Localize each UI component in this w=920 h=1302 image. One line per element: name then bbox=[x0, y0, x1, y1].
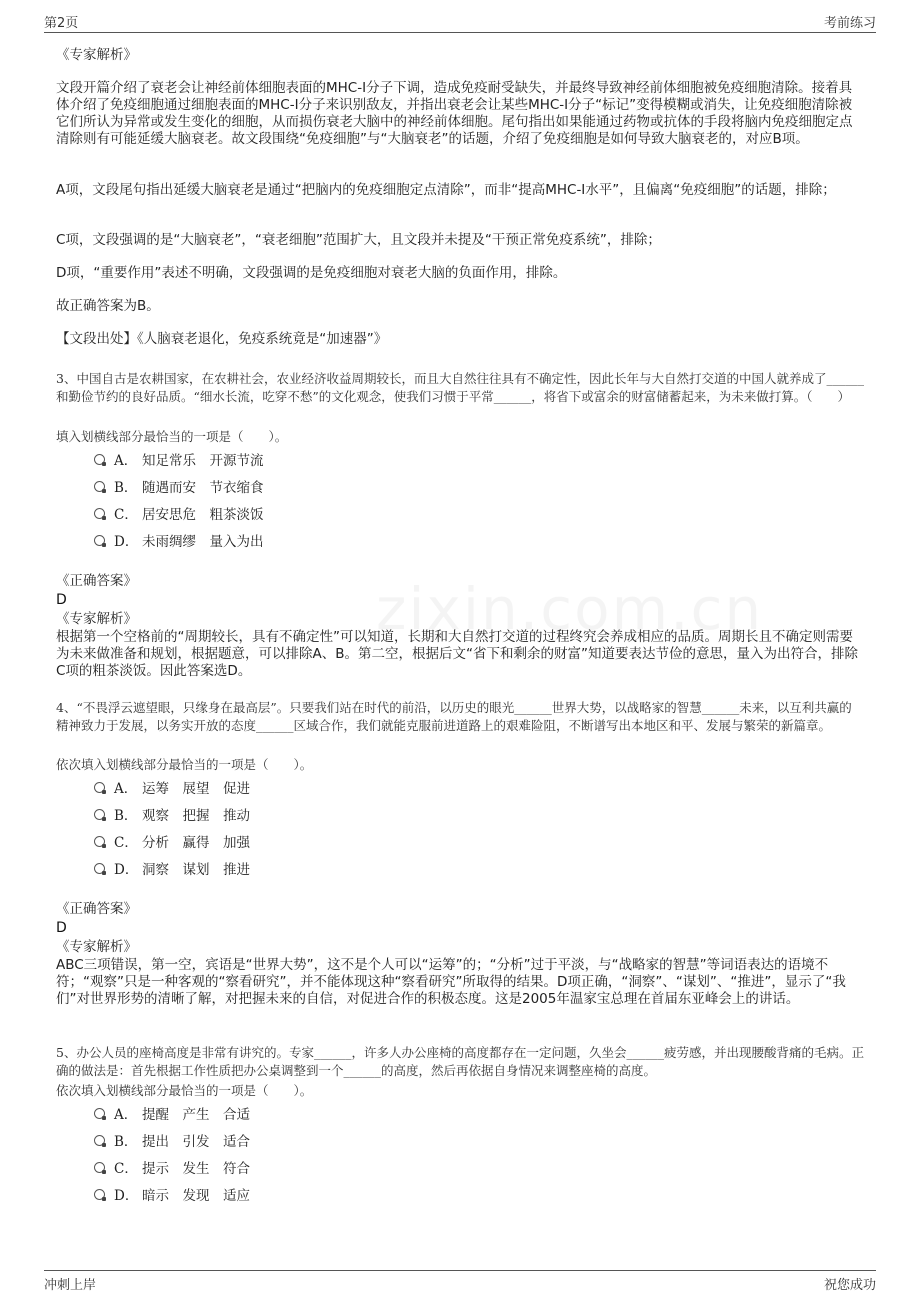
q4-option-d[interactable] bbox=[94, 858, 494, 878]
q3-expert-label: 《专家解析》 bbox=[56, 611, 137, 627]
q4-analysis: ABC三项错误，第一空，宾语是“世界大势”，这不是个人可以“运筹”的；“分析”过于平淡，与“战略家的智慧”等词语表达的语境不符；“观察”只是一种客观的“察看研究”，并不能体现这种“察看研究”所取得的结果。D项正确，“洞察”、“谋划”、“推进”，显示了“我们”对世界形势的清晰了解，对把握未来的自信，对促进合作的积极态度。这是2005年温家宝总理在首届东亚峰会上的讲话。 bbox=[56, 957, 846, 1007]
q2-expert-label: 《专家解析》 bbox=[56, 47, 137, 63]
q3-option-c[interactable] bbox=[94, 503, 494, 523]
option-key: A． bbox=[114, 781, 138, 797]
option-text: 观察 把握 推动 bbox=[142, 808, 250, 824]
q3-option-b[interactable] bbox=[94, 476, 494, 496]
option-text: 分析 赢得 加强 bbox=[142, 835, 250, 851]
radio-icon[interactable] bbox=[94, 836, 105, 847]
q2-analysis-paragraph-4: D项，“重要作用”表述不明确，文段强调的是免疫细胞对衰老大脑的负面作用，排除。 bbox=[56, 265, 567, 281]
q3-answer-label: 《正确答案》 bbox=[56, 573, 137, 589]
radio-icon[interactable] bbox=[94, 454, 105, 465]
option-key: D． bbox=[114, 1188, 139, 1204]
option-text: 运筹 展望 促进 bbox=[142, 781, 250, 797]
option-key: B． bbox=[114, 480, 138, 496]
page-number: 第2页 bbox=[44, 16, 79, 31]
q4-answer-label: 《正确答案》 bbox=[56, 901, 137, 917]
q5-prompt: 依次填入划横线部分最恰当的一项是（ ）。 bbox=[56, 1083, 313, 1098]
radio-icon[interactable] bbox=[94, 535, 105, 546]
q3-answer: D bbox=[56, 592, 67, 608]
option-text: 随遇而安 节衣缩食 bbox=[142, 480, 264, 496]
page-footer bbox=[44, 1270, 876, 1295]
page-header bbox=[44, 10, 876, 33]
footer-right-text: 祝您成功 bbox=[823, 1278, 876, 1293]
q3-analysis: 根据第一个空格前的“周期较长，具有不确定性”可以知道，长期和大自然打交道的过程终究会养成相应的品质。周期长且不确定则需要为未来做准备和规划，根据题意，可以排除A、B。第二空，根据后文“省下和剩余的财富”知道要表达节俭的意思，量入为出符合，排除C项的粗茶淡饭。因此答案选D。 bbox=[56, 629, 858, 679]
q5-option-c[interactable] bbox=[94, 1157, 494, 1177]
option-key: B． bbox=[114, 808, 138, 824]
option-text: 知足常乐 开源节流 bbox=[142, 453, 264, 469]
q4-prompt: 依次填入划横线部分最恰当的一项是（ ）。 bbox=[56, 757, 313, 772]
q5-option-a[interactable] bbox=[94, 1103, 494, 1123]
q3-option-d[interactable] bbox=[94, 530, 494, 550]
q2-source: 【文段出处】《人脑衰老退化，免疫系统竟是“加速器”》 bbox=[56, 331, 388, 347]
radio-icon[interactable] bbox=[94, 809, 105, 820]
radio-icon[interactable] bbox=[94, 1189, 105, 1200]
option-key: B． bbox=[114, 1134, 138, 1150]
option-text: 提醒 产生 合适 bbox=[142, 1107, 250, 1123]
option-text: 提示 发生 符合 bbox=[142, 1161, 250, 1177]
option-key: D． bbox=[114, 534, 139, 550]
radio-icon[interactable] bbox=[94, 1135, 105, 1146]
q3-option-a[interactable] bbox=[94, 449, 494, 469]
q3-stem: 3、中国自古是农耕国家，在农耕社会，农业经济收益周期较长，而且大自然往往具有不确定性，因此长年与大自然打交道的中国人就养成了______和勤俭节约的良好品质。“细水长流，吃穿不愁”的文化观念，使我们习惯于平常______，将省下或富余的财富储蓄起来，为未来做打算。（ ） bbox=[56, 371, 864, 404]
q2-analysis-paragraph-2: A项，文段尾句指出延缓大脑衰老是通过“把脑内的免疫细胞定点清除”，而非“提高MHC-I水平”，且偏离“免疫细胞”的话题，排除； bbox=[56, 182, 836, 198]
q5-stem: 5、办公人员的座椅高度是非常有讲究的。专家______，许多人办公座椅的高度都存在一定问题，久坐会______疲劳感，并出现腰酸背痛的毛病。正确的做法是：首先根据工作性质把办公桌调整到一个______的高度，然后再依据自身情况来调整座椅的高度。 bbox=[56, 1045, 864, 1078]
option-key: A． bbox=[114, 453, 138, 469]
q4-stem: 4、“不畏浮云遮望眼，只缘身在最高层”。只要我们站在时代的前沿，以历史的眼光______世界大势，以战略家的智慧______未来，以互利共赢的精神致力于发展，以务实开放的态度______区域合作，我们就能克服前进道路上的艰难险阻，不断谱写出本地区和平、发展与繁荣的新篇章。 bbox=[56, 700, 852, 733]
radio-icon[interactable] bbox=[94, 481, 105, 492]
q4-answer: D bbox=[56, 920, 67, 936]
option-key: C． bbox=[114, 507, 138, 523]
radio-icon[interactable] bbox=[94, 1108, 105, 1119]
option-text: 居安思危 粗茶淡饭 bbox=[142, 507, 264, 523]
option-key: C． bbox=[114, 1161, 138, 1177]
q2-analysis-paragraph-5: 故正确答案为B。 bbox=[56, 298, 160, 314]
option-text: 洞察 谋划 推进 bbox=[142, 862, 250, 878]
radio-icon[interactable] bbox=[94, 508, 105, 519]
option-key: A． bbox=[114, 1107, 138, 1123]
radio-icon[interactable] bbox=[94, 1162, 105, 1173]
radio-icon[interactable] bbox=[94, 863, 105, 874]
q4-option-b[interactable] bbox=[94, 804, 494, 824]
q2-analysis-paragraph-3: C项，文段强调的是“大脑衰老”，“衰老细胞”范围扩大，且文段并未提及“干预正常免疫系统”，排除； bbox=[56, 232, 661, 248]
q4-expert-label: 《专家解析》 bbox=[56, 939, 137, 955]
option-text: 未雨绸缪 量入为出 bbox=[142, 534, 264, 550]
radio-icon[interactable] bbox=[94, 782, 105, 793]
q3-prompt: 填入划横线部分最恰当的一项是（ ）。 bbox=[56, 429, 288, 444]
footer-left-text: 冲刺上岸 bbox=[44, 1278, 97, 1293]
option-key: C． bbox=[114, 835, 138, 851]
q5-option-b[interactable] bbox=[94, 1130, 494, 1150]
header-title: 考前练习 bbox=[823, 16, 876, 31]
option-text: 暗示 发现 适应 bbox=[142, 1188, 250, 1204]
q2-analysis-paragraph-1: 文段开篇介绍了衰老会让神经前体细胞表面的MHC-I分子下调，造成免疫耐受缺失，并最终导致神经前体细胞被免疫细胞清除。接着具体介绍了免疫细胞通过细胞表面的MHC-I分子来识别敌友，并指出衰老会让某些MHC-I分子“标记”变得模糊或消失，让免疫细胞清除被它们所认为异常或发生变化的细胞，从而损伤衰老大脑中的神经前体细胞。尾句指出如果能通过药物或抗体的手段将脑内免疫细胞定点清除则有可能延缓大脑衰老。故文段围绕“免疫细胞”与“大脑衰老”的话题，介绍了免疫细胞是如何导致大脑衰老的，对应B项。 bbox=[56, 80, 853, 147]
q4-option-c[interactable] bbox=[94, 831, 494, 851]
option-key: D． bbox=[114, 862, 139, 878]
q4-option-a[interactable] bbox=[94, 777, 494, 797]
option-text: 提出 引发 适合 bbox=[142, 1134, 250, 1150]
q5-option-d[interactable] bbox=[94, 1184, 494, 1204]
